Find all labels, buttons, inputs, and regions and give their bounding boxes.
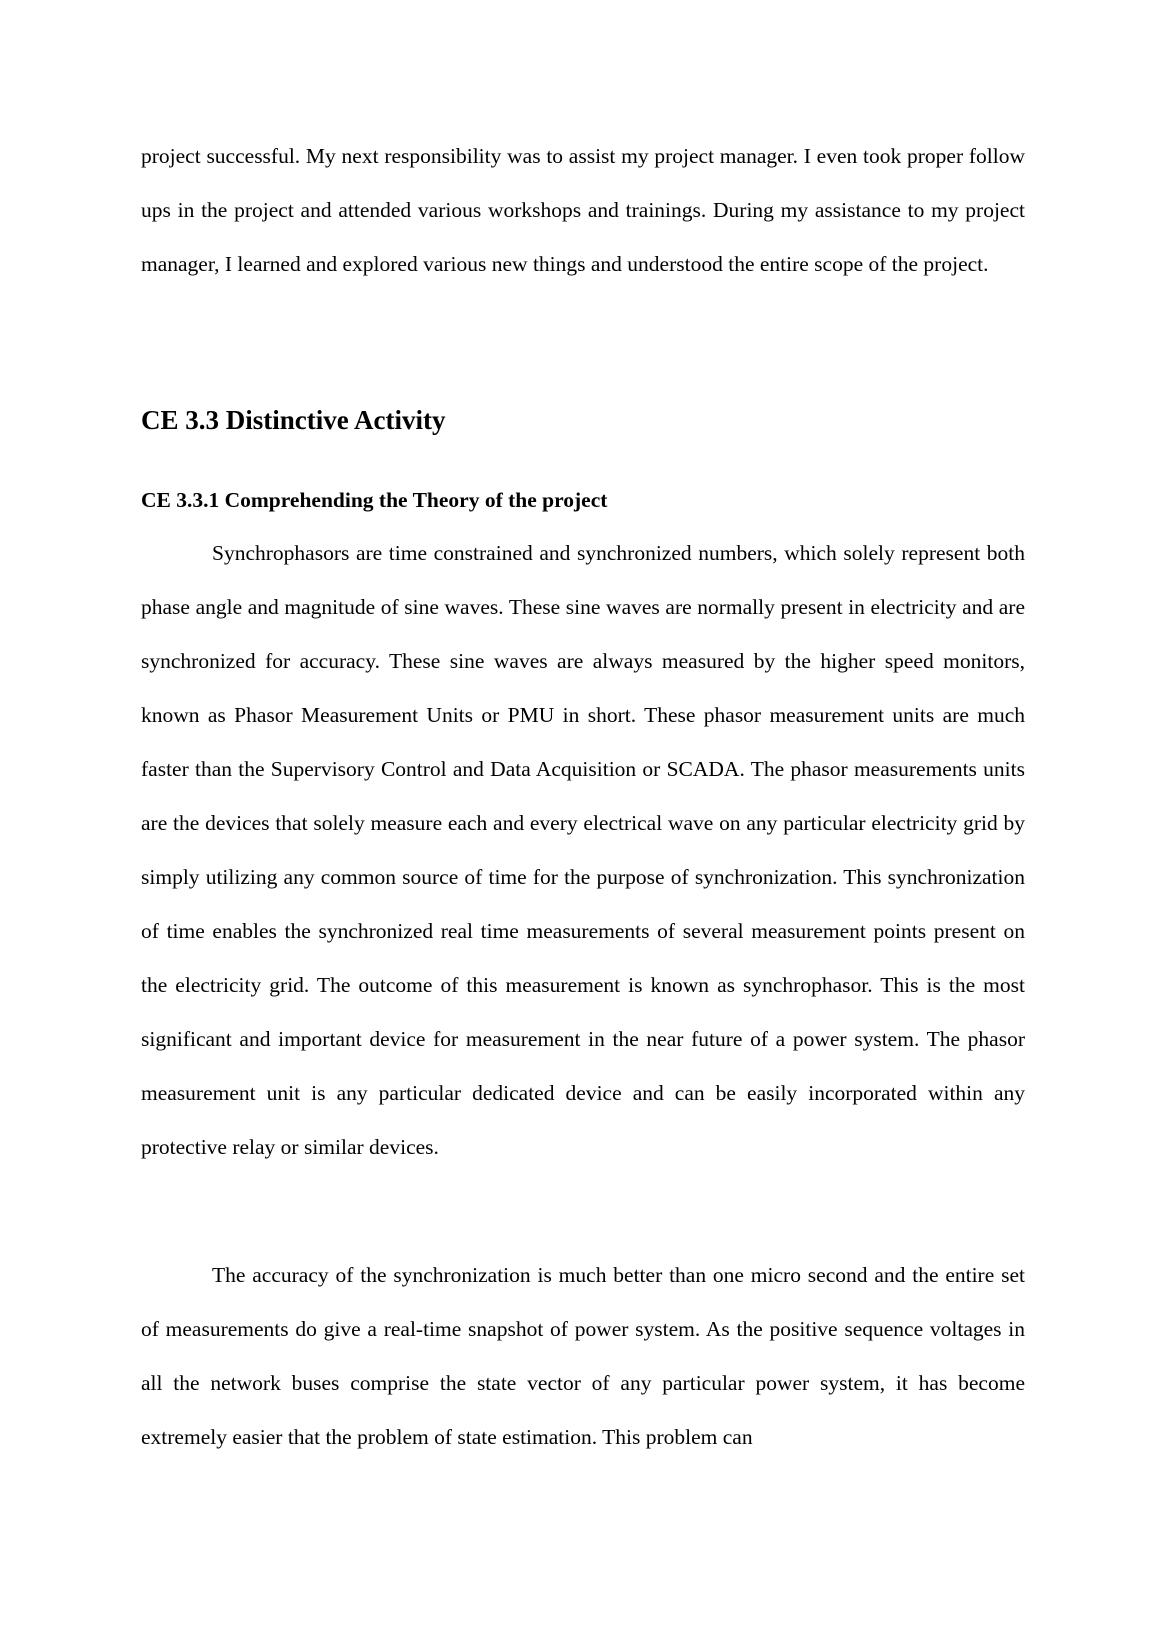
- section-heading: CE 3.3 Distinctive Activity: [141, 405, 446, 435]
- accuracy-paragraph: The accuracy of the synchronization is much better than one micro second and the entire set of measurements do give a real-time snapshot of power system. As the positive sequence voltages in all the network buses comprise the state vector of any particular power system, it has become extremely easier that the problem of state estimation. This problem can: [141, 1263, 1025, 1449]
- subsection-heading: CE 3.3.1 Comprehending the Theory of the project: [141, 488, 608, 512]
- intro-paragraph: project successful. My next responsibility was to assist my project manager. I even took proper follow ups in the project and attended various workshops and trainings. During my assistance to my project manager, I learned and explored various new things and understood the entire scope of the project.: [141, 144, 1025, 276]
- synchrophasor-paragraph: Synchrophasors are time constrained and synchronized numbers, which solely represent both phase angle and magnitude of sine waves. These sine waves are normally present in electricity and are synchronized for accuracy. These sine waves are always measured by the higher speed monitors, known as Phasor Measurement Units or PMU in short. These phasor measurement units are much faster than the Supervisory Control and Data Acquisition or SCADA. The phasor measurements units are the devices that solely measure each and every electrical wave on any particular electricity grid by simply utilizing any common source of time for the purpose of synchronization. This synchronization of time enables the synchronized real time measurements of several measurement points present on the electricity grid. The outcome of this measurement is known as synchrophasor. This is the most significant and important device for measurement in the near future of a power system. The phasor measurement unit is any particular dedicated device and can be easily incorporated within any protective relay or similar devices.: [141, 541, 1025, 1159]
